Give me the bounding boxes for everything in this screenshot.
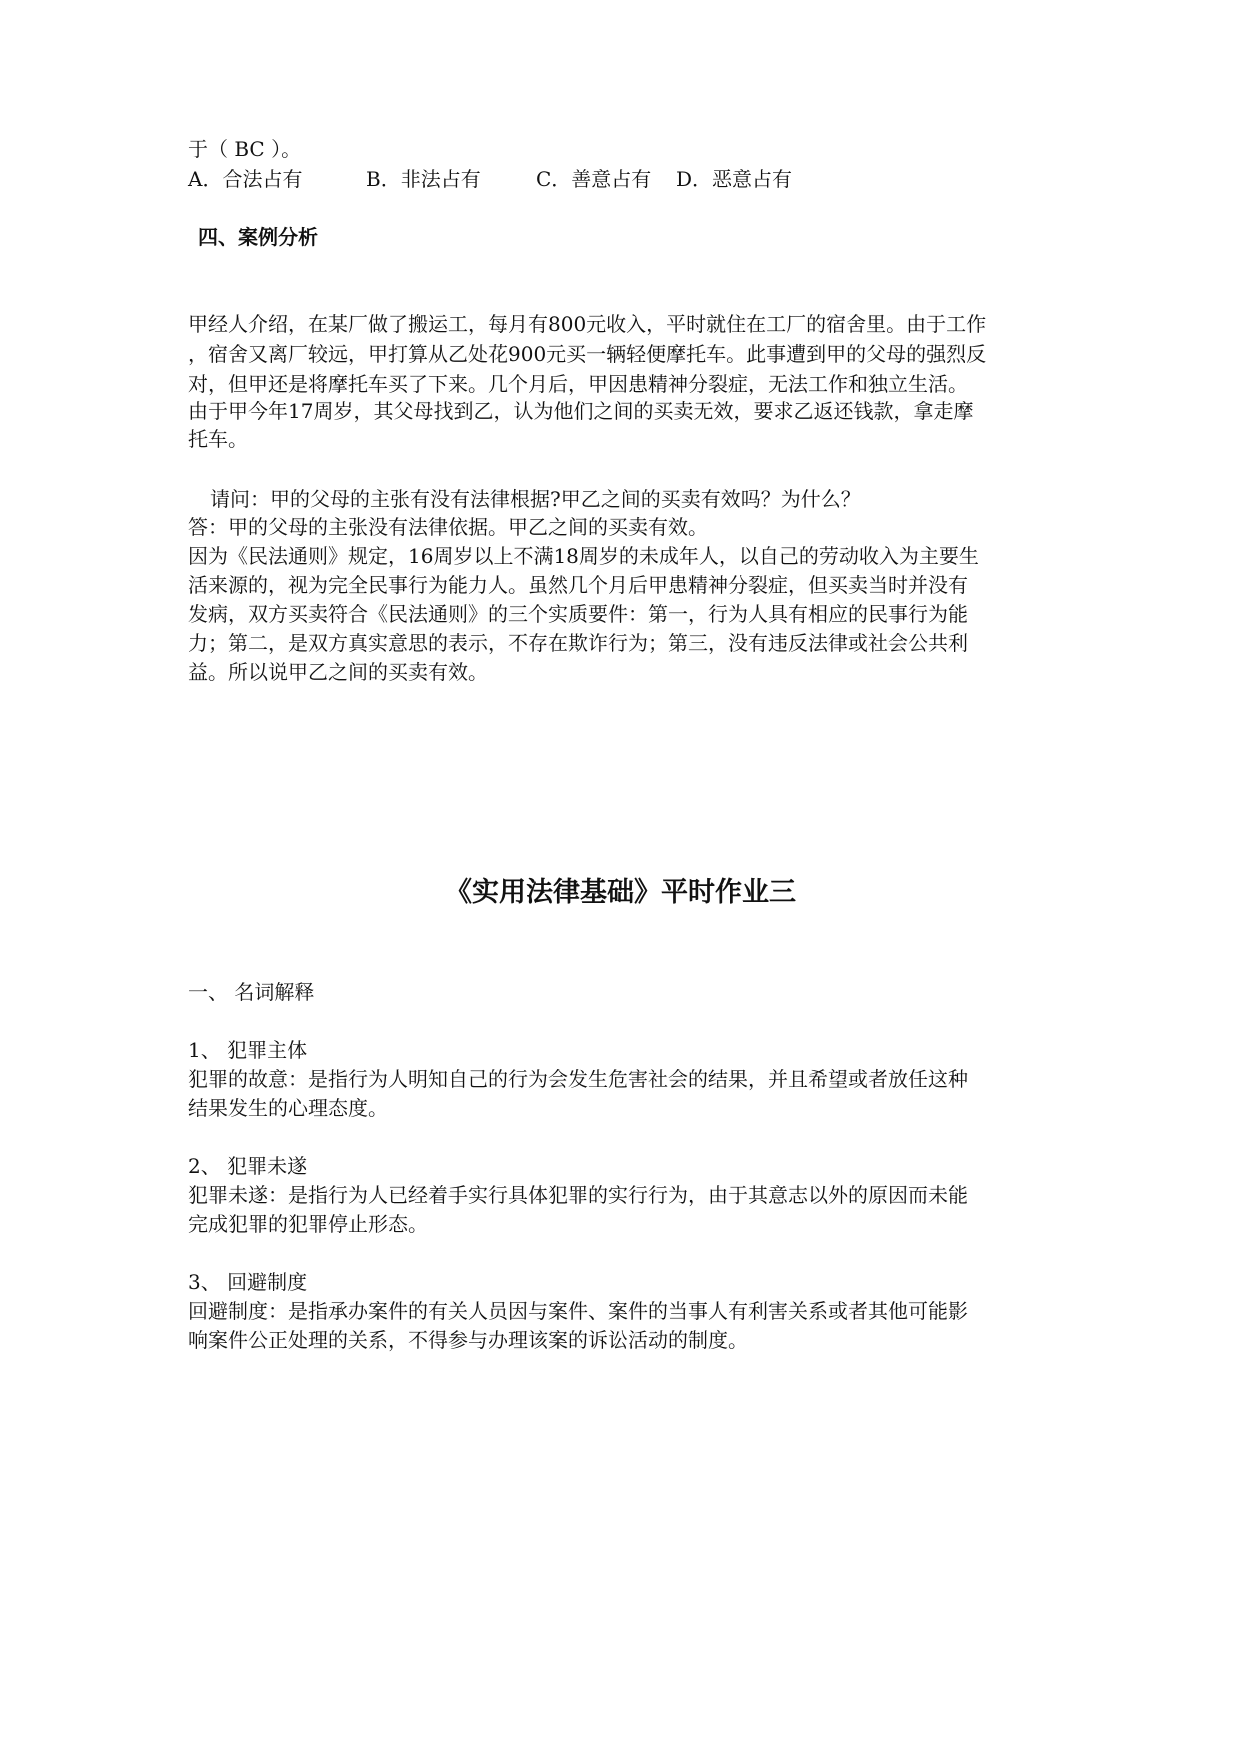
case-question: 请问：甲的父母的主张有没有法律根据?甲乙之间的买卖有效吗？为什么？ [210,487,861,511]
term-2-line-2: 完成犯罪的犯罪停止形态。 [188,1212,428,1236]
case-line-3: 对，但甲还是将摩托车买了下来。几个月后，甲因患精神分裂症，无法工作和独立生活。 [188,372,968,396]
reason-line-1: 因为《民法通则》规定，16周岁以上不满18周岁的未成年人，以自己的劳动收入为主要生 [188,544,979,568]
question-stem: 于（ BC ）。 [188,137,302,161]
term-1-line-1: 犯罪的故意：是指行为人明知自己的行为会发生危害社会的结果，并且希望或者放任这种 [188,1067,968,1091]
reason-line-4: 力；第二，是双方真实意思的表示，不存在欺诈行为；第三，没有违反法律或社会公共利 [188,631,968,655]
term-3-line-1: 回避制度：是指承办案件的有关人员因与案件、案件的当事人有利害关系或者其他可能影 [188,1299,968,1323]
case-line-5: 托车。 [188,427,248,451]
case-line-2: ，宿舍又离厂较远，甲打算从乙处花900元买一辆轻便摩托车。此事遭到甲的父母的强烈反 [188,342,987,366]
option-d: D．恶意占有 [676,167,793,191]
question-options [188,164,1068,194]
section4-title: 四、案例分析 [198,225,318,249]
reason-line-2: 活来源的，视为完全民事行为能力人。虽然几个月后甲患精神分裂症，但买卖当时并没有 [188,573,968,597]
option-c: C．善意占有 [536,167,652,191]
case-answer: 答：甲的父母的主张没有法律依据。甲乙之间的买卖有效。 [188,515,708,539]
term-2-heading: 2、 犯罪未遂 [188,1154,308,1178]
term-3-heading: 3、 回避制度 [188,1270,308,1294]
option-b: B．非法占有 [366,167,481,191]
term-2-line-1: 犯罪未遂：是指行为人已经着手实行具体犯罪的实行行为，由于其意志以外的原因而未能 [188,1183,968,1207]
term-1-heading: 1、 犯罪主体 [188,1038,308,1062]
term-3-line-2: 响案件公正处理的关系，不得参与办理该案的诉讼活动的制度。 [188,1328,748,1352]
case-line-4: 由于甲今年17周岁，其父母找到乙，认为他们之间的买卖无效，要求乙返还钱款，拿走摩 [188,399,974,423]
case-line-1: 甲经人介绍，在某厂做了搬运工，每月有800元收入，平时就住在工厂的宿舍里。由于工作 [188,312,987,336]
option-a: A．合法占有 [188,167,303,191]
assignment-title: 《实用法律基础》平时作业三 [445,877,796,908]
term-1-line-2: 结果发生的心理态度。 [188,1096,388,1120]
reason-line-5: 益。所以说甲乙之间的买卖有效。 [188,660,488,684]
reason-line-3: 发病，双方买卖符合《民法通则》的三个实质要件：第一，行为人具有相应的民事行为能 [188,602,968,626]
section1-title: 一、 名词解释 [188,980,315,1004]
